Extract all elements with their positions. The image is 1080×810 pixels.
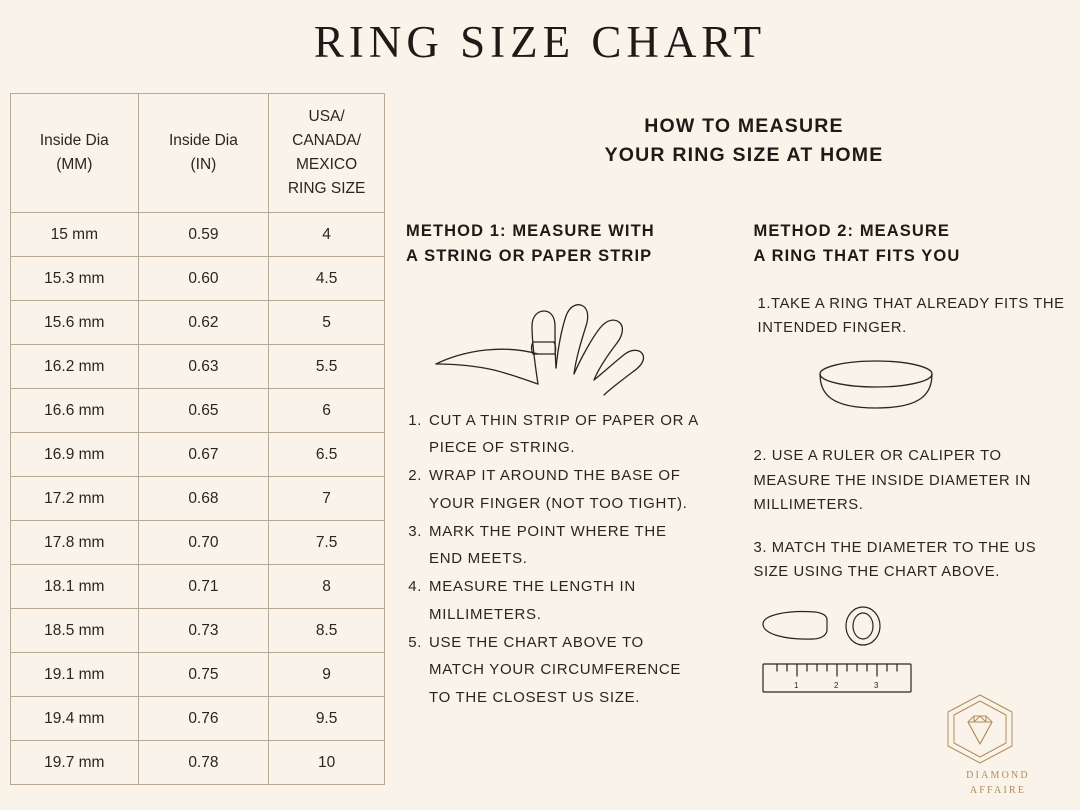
cell-dia-mm: 16.6 mm — [11, 389, 139, 433]
cell-dia-in: 0.78 — [138, 741, 269, 785]
method-2-column — [699, 219, 1070, 717]
diamond-emblem-icon — [938, 692, 1022, 766]
method-1-heading-line-1: METHOD 1: MEASURE WITH — [406, 221, 655, 240]
cell-ring-size: 8 — [269, 565, 385, 609]
hand-illustration — [414, 292, 699, 397]
cell-ring-size: 4 — [269, 213, 385, 257]
how-to-line-2: YOUR RING SIZE AT HOME — [604, 144, 884, 167]
cell-ring-size: 7.5 — [269, 521, 385, 565]
cell-dia-in: 0.71 — [138, 565, 269, 609]
method-1-steps — [406, 407, 699, 712]
cell-dia-mm: 18.1 mm — [11, 565, 139, 609]
cell-dia-in: 0.65 — [138, 389, 269, 433]
how-to-measure-heading — [418, 112, 1070, 171]
list-item: 2. WRAP IT AROUND THE BASE OF YOUR FINGER (NOT TOO TIGHT). — [427, 462, 699, 518]
method-2-step-3: 3. MATCH THE DIAMETER TO THE US SIZE USING THE CHART ABOVE. — [753, 539, 1037, 581]
cell-ring-size: 5.5 — [269, 345, 385, 389]
cell-dia-mm: 19.1 mm — [11, 653, 139, 697]
cell-dia-in: 0.76 — [138, 697, 269, 741]
brand-logo — [938, 692, 1058, 798]
cell-ring-size: 6.5 — [269, 433, 385, 477]
cell-dia-mm: 19.7 mm — [11, 741, 139, 785]
list-item: 5. USE THE CHART ABOVE TO MATCH YOUR CIRCUMFERENCE TO THE CLOSEST US SIZE. — [427, 629, 699, 712]
method-1-heading — [406, 219, 699, 270]
cell-ring-size: 6 — [269, 389, 385, 433]
page-title: RING SIZE CHART — [313, 17, 767, 67]
cell-ring-size: 10 — [269, 741, 385, 785]
cell-dia-in: 0.73 — [138, 609, 269, 653]
cell-dia-in: 0.59 — [138, 213, 269, 257]
cell-dia-mm: 16.9 mm — [11, 433, 139, 477]
table-row — [11, 213, 385, 257]
cell-dia-mm: 15 mm — [11, 213, 139, 257]
ruler-tick-label-3: 3 — [874, 681, 879, 691]
table-row — [11, 609, 385, 653]
cell-dia-in: 0.67 — [138, 433, 269, 477]
ring-size-table — [10, 93, 385, 785]
table-row — [11, 433, 385, 477]
method-2-heading — [753, 219, 1070, 270]
size-table-container — [10, 93, 385, 785]
cell-ring-size: 5 — [269, 301, 385, 345]
cell-dia-mm: 16.2 mm — [11, 345, 139, 389]
cell-ring-size: 8.5 — [269, 609, 385, 653]
list-item: 1. CUT A THIN STRIP OF PAPER OR A PIECE OF STRING. — [427, 407, 699, 463]
how-to-line-1: HOW TO MEASURE — [644, 115, 844, 137]
list-item: 4. MEASURE THE LENGTH IN MILLIMETERS. — [427, 573, 699, 629]
table-row — [11, 697, 385, 741]
cell-dia-mm: 17.8 mm — [11, 521, 139, 565]
list-item: 3. MARK THE POINT WHERE THE END MEETS. — [427, 518, 699, 574]
cell-dia-mm: 19.4 mm — [11, 697, 139, 741]
table-row — [11, 477, 385, 521]
cell-ring-size: 9 — [269, 653, 385, 697]
logo-text — [938, 768, 1058, 798]
table-header-row — [11, 94, 385, 213]
instructions-panel — [398, 112, 1070, 716]
method-1-heading-line-2: A STRING OR PAPER STRIP — [406, 247, 653, 266]
table-row — [11, 345, 385, 389]
methods-columns — [398, 219, 1070, 717]
logo-line-2: AFFAIRE — [969, 785, 1027, 796]
column-header-inside-dia-in: Inside Dia (IN) — [138, 94, 269, 213]
cell-dia-in: 0.63 — [138, 345, 269, 389]
method-2-step-2: 2. USE A RULER OR CALIPER TO MEASURE THE INSIDE DIAMETER IN MILLIMETERS. — [753, 448, 1032, 514]
ring-band-illustration — [811, 356, 1070, 426]
table-row — [11, 301, 385, 345]
table-row — [11, 521, 385, 565]
table-row — [11, 257, 385, 301]
ruler-tick-label-2: 2 — [834, 681, 839, 691]
cell-ring-size: 4.5 — [269, 257, 385, 301]
method-2-step-1: 1.TAKE A RING THAT ALREADY FITS THE INTENDED FINGER. — [757, 295, 1065, 337]
table-row — [11, 389, 385, 433]
cell-ring-size: 9.5 — [269, 697, 385, 741]
table-body — [11, 213, 385, 785]
cell-dia-mm: 15.3 mm — [11, 257, 139, 301]
cell-dia-mm: 17.2 mm — [11, 477, 139, 521]
method-2-heading-line-1: METHOD 2: MEASURE — [753, 221, 951, 240]
cell-dia-mm: 18.5 mm — [11, 609, 139, 653]
cell-dia-mm: 15.6 mm — [11, 301, 139, 345]
column-header-inside-dia-mm: Inside Dia (MM) — [11, 94, 139, 213]
cell-ring-size: 7 — [269, 477, 385, 521]
column-header-ring-size: USA/ CANADA/ MEXICO RING SIZE — [269, 94, 385, 213]
cell-dia-in: 0.62 — [138, 301, 269, 345]
table-row — [11, 653, 385, 697]
table-row — [11, 741, 385, 785]
logo-line-1: DIAMOND — [966, 770, 1030, 781]
table-header — [11, 94, 385, 213]
cell-dia-in: 0.75 — [138, 653, 269, 697]
method-1-column — [398, 219, 699, 717]
ruler-tick-label-1: 1 — [794, 681, 799, 691]
cell-dia-in: 0.70 — [138, 521, 269, 565]
method-2-heading-line-2: A RING THAT FITS YOU — [753, 247, 961, 266]
cell-dia-in: 0.68 — [138, 477, 269, 521]
cell-dia-in: 0.60 — [138, 257, 269, 301]
table-row — [11, 565, 385, 609]
